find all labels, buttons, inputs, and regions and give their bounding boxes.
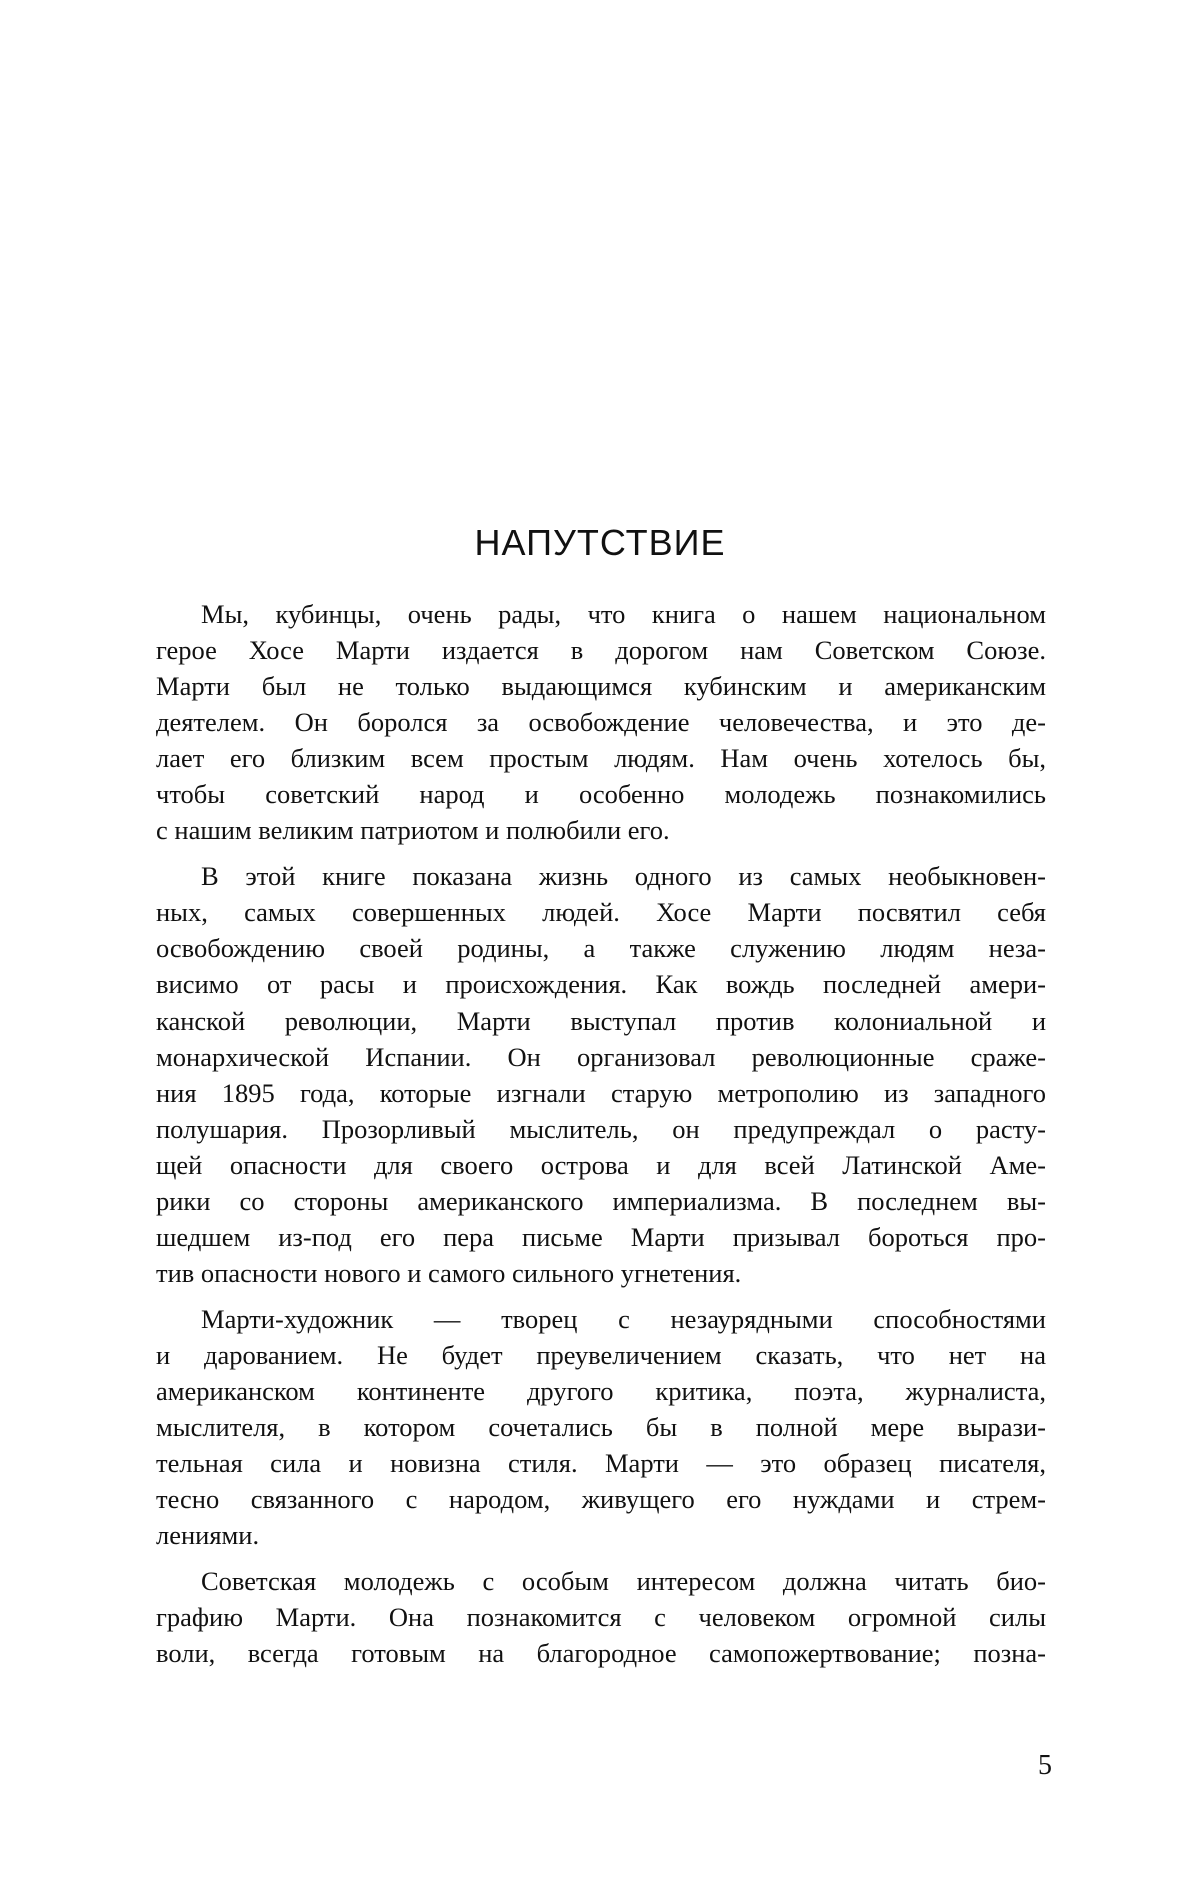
text-line: тив опасности нового и самого сильного угнетения.	[156, 1255, 1046, 1291]
text-line: американском континенте другого критика, поэта, журналиста,	[156, 1373, 1046, 1409]
page-title: НАПУТСТВИЕ	[0, 522, 1200, 564]
text-line: чтобы советский народ и особенно молодежь познакомились	[156, 776, 1046, 812]
body-text	[156, 596, 1046, 1671]
text-line: Марти-художник — творец с незаурядными способностями	[156, 1301, 1046, 1337]
book-page	[0, 0, 1200, 1881]
text-line: лает его близким всем простым людям. Нам очень хотелось бы,	[156, 740, 1046, 776]
text-line: рики со стороны американского империализма. В последнем вы-	[156, 1183, 1046, 1219]
text-line: воли, всегда готовым на благородное самопожертвование; позна-	[156, 1635, 1046, 1671]
text-line: канской революции, Марти выступал против колониальной и	[156, 1003, 1046, 1039]
text-line: лениями.	[156, 1517, 1046, 1553]
text-line: полушария. Прозорливый мыслитель, он предупреждал о расту-	[156, 1111, 1046, 1147]
text-line: тельная сила и новизна стиля. Марти — это образец писателя,	[156, 1445, 1046, 1481]
text-line: Марти был не только выдающимся кубинским и американским	[156, 668, 1046, 704]
text-line: монархической Испании. Он организовал революционные сраже-	[156, 1039, 1046, 1075]
text-line: щей опасности для своего острова и для всей Латинской Аме-	[156, 1147, 1046, 1183]
text-line: деятелем. Он боролся за освобождение человечества, и это де-	[156, 704, 1046, 740]
text-line: освобождению своей родины, а также служению людям неза-	[156, 930, 1046, 966]
text-line: шедшем из-под его пера письме Марти призывал бороться про-	[156, 1219, 1046, 1255]
text-line: с нашим великим патриотом и полюбили его.	[156, 812, 1046, 848]
text-line: мыслителя, в котором сочетались бы в полной мере вырази-	[156, 1409, 1046, 1445]
text-line: Мы, кубинцы, очень рады, что книга о нашем национальном	[156, 596, 1046, 632]
text-line: Советская молодежь с особым интересом должна читать био-	[156, 1563, 1046, 1599]
text-line: тесно связанного с народом, живущего его нуждами и стрем-	[156, 1481, 1046, 1517]
page-number: 5	[1022, 1750, 1052, 1782]
text-line: герое Хосе Марти издается в дорогом нам Советском Союзе.	[156, 632, 1046, 668]
text-line: и дарованием. Не будет преувеличением сказать, что нет на	[156, 1337, 1046, 1373]
text-line: ния 1895 года, которые изгнали старую метрополию из западного	[156, 1075, 1046, 1111]
text-line: графию Марти. Она познакомится с человеком огромной силы	[156, 1599, 1046, 1635]
text-line: висимо от расы и происхождения. Как вождь последней амери-	[156, 966, 1046, 1002]
text-line: В этой книге показана жизнь одного из самых необыкновен-	[156, 858, 1046, 894]
text-line: ных, самых совершенных людей. Хосе Марти посвятил себя	[156, 894, 1046, 930]
